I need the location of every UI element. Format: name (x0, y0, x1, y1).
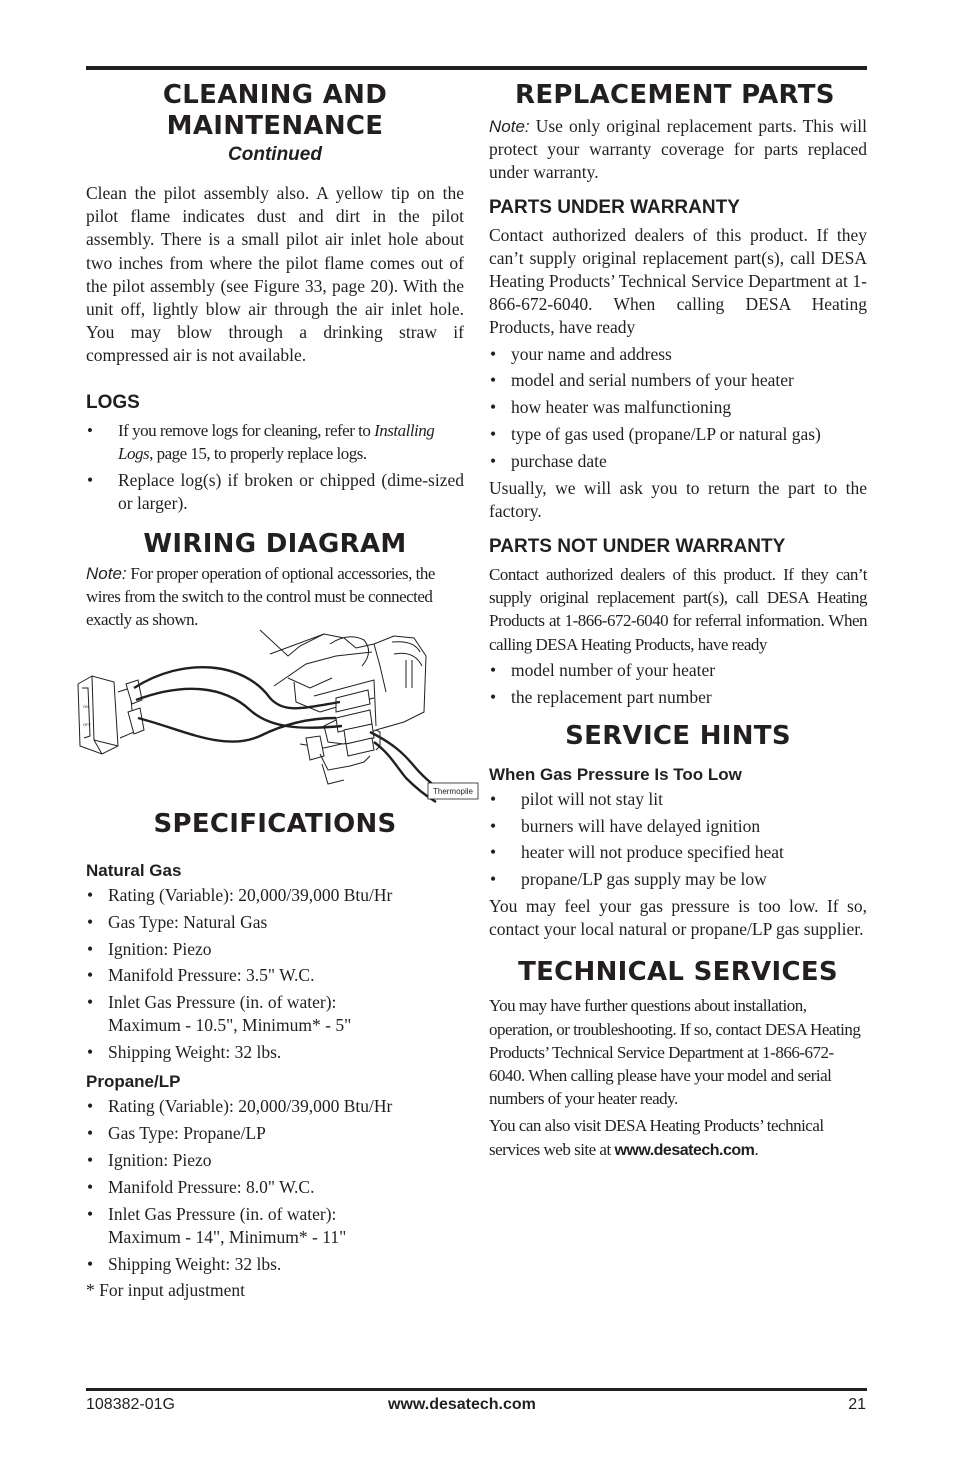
replacement-parts-title: REPLACEMENT PARTS (515, 80, 835, 110)
spec-item: • Gas Type: Propane/LP (86, 1122, 464, 1145)
note-label: Note: (86, 564, 127, 584)
technical-services-title: TECHNICAL SERVICES (518, 957, 838, 988)
top-rule (86, 66, 867, 70)
natural-gas-heading: Natural Gas (86, 861, 182, 880)
logs-item1-text: If you remove logs for cleaning, refer to (118, 420, 375, 440)
footer-website[interactable]: www.desatech.com (388, 1396, 536, 1413)
wiring-note (86, 562, 464, 632)
service-hints-list (489, 788, 867, 892)
page-number: 21 (848, 1396, 866, 1413)
inlet-pressure-values: Maximum - 10.5", Minimum* - 5" (108, 1015, 352, 1036)
spec-item: • Shipping Weight: 32 lbs. (86, 1041, 464, 1064)
svg-text:OFF: OFF (83, 722, 91, 727)
logs-item: • Replace log(s) if broken or chipped (dime-sized or larger). (86, 469, 464, 515)
service-hints-after: You may feel your gas pressure is too low. If so, contact your local natural or propane/LP gas supplier. (489, 896, 867, 940)
replacement-note (489, 115, 867, 185)
logs-list (86, 419, 464, 515)
list-item: • burners will have delayed ignition (489, 815, 867, 838)
inlet-pressure-values: Maximum - 14", Minimum* - 11" (108, 1226, 347, 1247)
spec-item: • Ignition: Piezo (86, 1149, 464, 1172)
spec-item: • Shipping Weight: 32 lbs. (86, 1253, 464, 1276)
spec-item: • Rating (Variable): 20,000/39,000 Btu/Hr (86, 884, 464, 907)
wiring-title: WIRING DIAGRAM (143, 529, 407, 560)
natural-gas-list (86, 884, 464, 1064)
list-item: • model number of your heater (489, 659, 867, 682)
not-under-warranty-list (489, 659, 867, 709)
installing-logs-ref: Installing Logs (118, 420, 435, 463)
list-item: • your name and address (489, 343, 867, 366)
spec-item: • Gas Type: Natural Gas (86, 911, 464, 934)
note-label: Note: (489, 117, 530, 136)
list-item: • how heater was malfunctioning (489, 396, 867, 419)
parts-under-warranty-heading: PARTS UNDER WARRANTY (489, 196, 740, 218)
left-column (86, 80, 464, 632)
wires (134, 667, 452, 802)
right-column (489, 80, 867, 1162)
under-warranty-paragraph: Contact authorized dealers of this product. If they can’t supply original replacement part(s), call DESA Heating Products’ Technical Service Department at 1-866-672-6040. When calling DESA Heating Products, have ready (489, 224, 867, 338)
cleaning-paragraph: Clean the pilot assembly also. A yellow tip on the pilot flame indicates dust and dirt in the pilot assembly. There is a small pilot air inlet hole about two inches from where the pilot flame comes out of the pilot assembly (see Figure 33, page 20). With the unit off, lightly blow air through the air inlet hole. You may blow through a drinking straw if compressed air is not available. (86, 183, 464, 366)
under-warranty-after: Usually, we will ask you to return the part to the factory. (489, 477, 867, 521)
cleaning-title (86, 80, 464, 142)
spec-item: • Ignition: Piezo (86, 938, 464, 961)
wiring-note-text: For proper operation of optional accessories, the wires from the switch to the control must be connected exactly as shown. (86, 564, 435, 630)
spec-item: • Rating (Variable): 20,000/39,000 Btu/Hr (86, 1095, 464, 1118)
list-item: • heater will not produce specified heat (489, 841, 867, 864)
inlet-pressure-label: Inlet Gas Pressure (in. of water): (108, 1203, 337, 1224)
propane-list (86, 1095, 464, 1275)
gas-pressure-subheading: When Gas Pressure Is Too Low (489, 764, 742, 784)
technical-website-text: You can also visit DESA Heating Products’ technical services web site at (489, 1116, 824, 1159)
spec-footnote: * For input adjustment (86, 1280, 245, 1301)
list-item: • type of gas used (propane/LP or natural gas) (489, 423, 867, 446)
service-hints-title: SERVICE HINTS (565, 720, 791, 751)
doc-number: 108382-01G (86, 1396, 175, 1413)
continued-label: Continued (228, 144, 322, 165)
spec-item: • Manifold Pressure: 3.5" W.C. (86, 964, 464, 987)
propane-heading: Propane/LP (86, 1072, 181, 1092)
technical-website-link[interactable]: www.desatech.com (614, 1141, 755, 1159)
list-item: • pilot will not stay lit (489, 788, 867, 811)
technical-paragraph: You may have further questions about installation, operation, or troubleshooting. If so, contact DESA Heating Products’ Technical Service Department at 1-866-672-6040. When calling please have your model and serial numbers of your heater ready. (489, 996, 861, 1109)
logs-item (86, 419, 464, 465)
thermopile-callout (428, 783, 478, 799)
specifications-title: SPECIFICATIONS (153, 809, 397, 839)
spec-item (86, 1203, 464, 1249)
period: . (754, 1139, 759, 1159)
cleaning-title-line1: CLEANING AND (162, 80, 388, 110)
technical-website-paragraph (489, 1114, 867, 1161)
not-under-warranty-paragraph: Contact authorized dealers of this product. If they can’t supply original replacement part(s), call DESA Heating Products at 1-866-672-6040 for referral information. When calling DESA Heating Products, have ready (489, 565, 867, 654)
wiring-diagram (74, 626, 480, 804)
list-item: • model and serial numbers of your heater (489, 369, 867, 392)
parts-not-under-warranty-heading: PARTS NOT UNDER WARRANTY (489, 536, 786, 558)
specifications-section (86, 809, 464, 1303)
logs-item1-tail: , page 15, to properly replace logs. (149, 443, 367, 463)
list-item: • propane/LP gas supply may be low (489, 868, 867, 891)
spec-item (86, 991, 464, 1037)
cleaning-title-line2: MAINTENANCE (166, 111, 384, 141)
list-item: • the replacement part number (489, 686, 867, 709)
inlet-pressure-label: Inlet Gas Pressure (in. of water): (108, 992, 337, 1013)
replacement-note-text: Use only original replacement parts. This will protect your warranty coverage for parts replaced under warranty. (489, 116, 867, 183)
svg-text:ON: ON (83, 704, 89, 709)
thermopile-label: Thermopile (432, 787, 474, 796)
bottom-rule (86, 1388, 867, 1391)
under-warranty-list (489, 343, 867, 473)
spec-item: • Manifold Pressure: 8.0" W.C. (86, 1176, 464, 1199)
logs-heading: LOGS (86, 391, 140, 413)
list-item: • purchase date (489, 450, 867, 473)
